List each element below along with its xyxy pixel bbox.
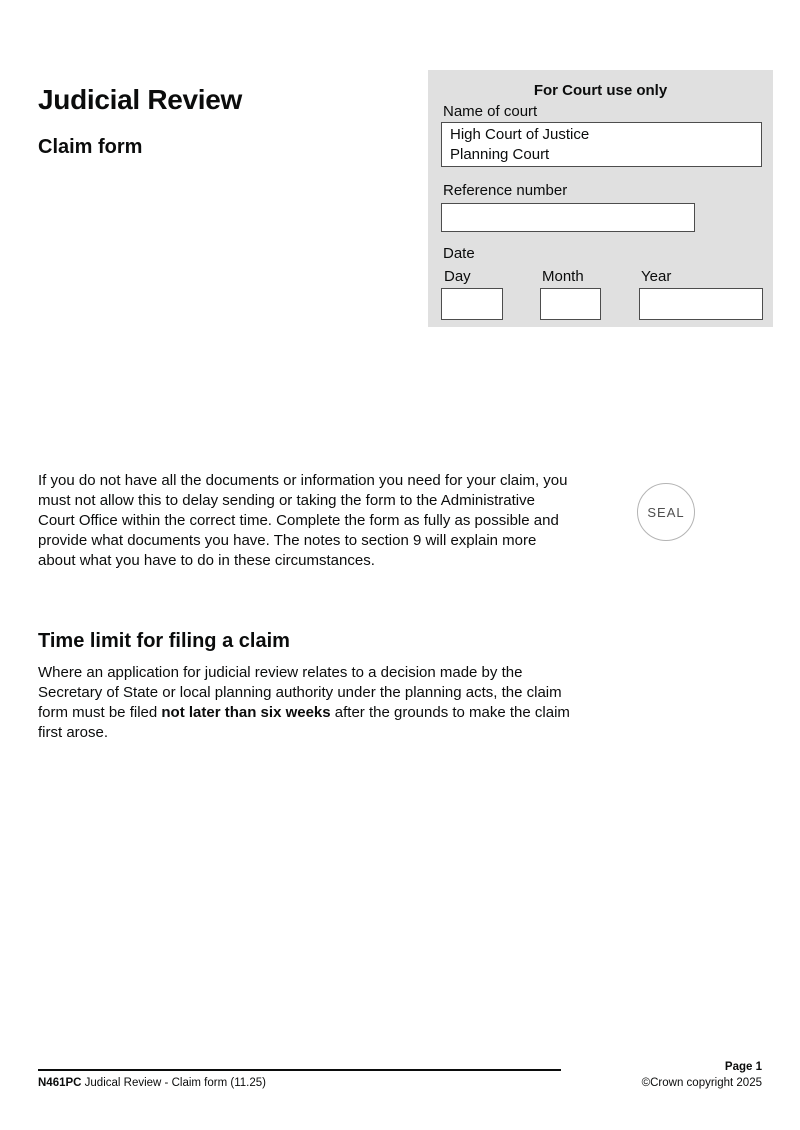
name-of-court-label: Name of court bbox=[443, 103, 538, 120]
court-box-heading: For Court use only bbox=[533, 82, 668, 99]
copyright-notice: ©Crown copyright 2025 bbox=[641, 1077, 762, 1089]
footer-divider bbox=[38, 1069, 561, 1071]
page-title: Judicial Review bbox=[38, 84, 243, 115]
month-field[interactable] bbox=[540, 288, 601, 320]
footer-form-reference bbox=[38, 1077, 266, 1089]
form-code: N461PC bbox=[38, 1077, 82, 1089]
intro-paragraph: If you do not have all the documents or information you need for your claim, you must not allow this to delay sending or taking the form to the Administrative Court Office within the correct time. Complete the form as fully as possible and provide what documents you have. The notes to section 9 will explain more about what you have to do in these circumstances. bbox=[38, 472, 568, 569]
name-of-court-field[interactable] bbox=[441, 122, 762, 167]
day-label: Day bbox=[444, 268, 471, 285]
time-limit-text-after: after the grounds to make the claim first arose. bbox=[38, 704, 570, 741]
form-title: Judical Review - Claim form (11.25) bbox=[81, 1077, 266, 1089]
day-field[interactable] bbox=[441, 288, 503, 320]
for-court-use-only-box bbox=[428, 70, 773, 327]
time-limit-heading: Time limit for filing a claim bbox=[38, 630, 290, 652]
court-seal-circle bbox=[637, 483, 695, 541]
time-limit-paragraph bbox=[38, 663, 575, 743]
month-label: Month bbox=[542, 268, 584, 285]
time-limit-text-before: Where an application for judicial review relates to a decision made by the Secretary of State or local planning authority under the planning acts, the claim form must be filed bbox=[38, 664, 562, 721]
year-label: Year bbox=[641, 268, 672, 285]
date-label: Date bbox=[443, 245, 475, 262]
seal-label: SEAL bbox=[647, 504, 685, 520]
page-subtitle: Claim form bbox=[38, 136, 143, 158]
year-field[interactable] bbox=[639, 288, 763, 320]
reference-number-field[interactable] bbox=[441, 203, 695, 232]
reference-number-label: Reference number bbox=[443, 182, 568, 199]
page-number: Page 1 bbox=[724, 1061, 762, 1073]
time-limit-text-bold: not later than six weeks bbox=[161, 704, 331, 721]
